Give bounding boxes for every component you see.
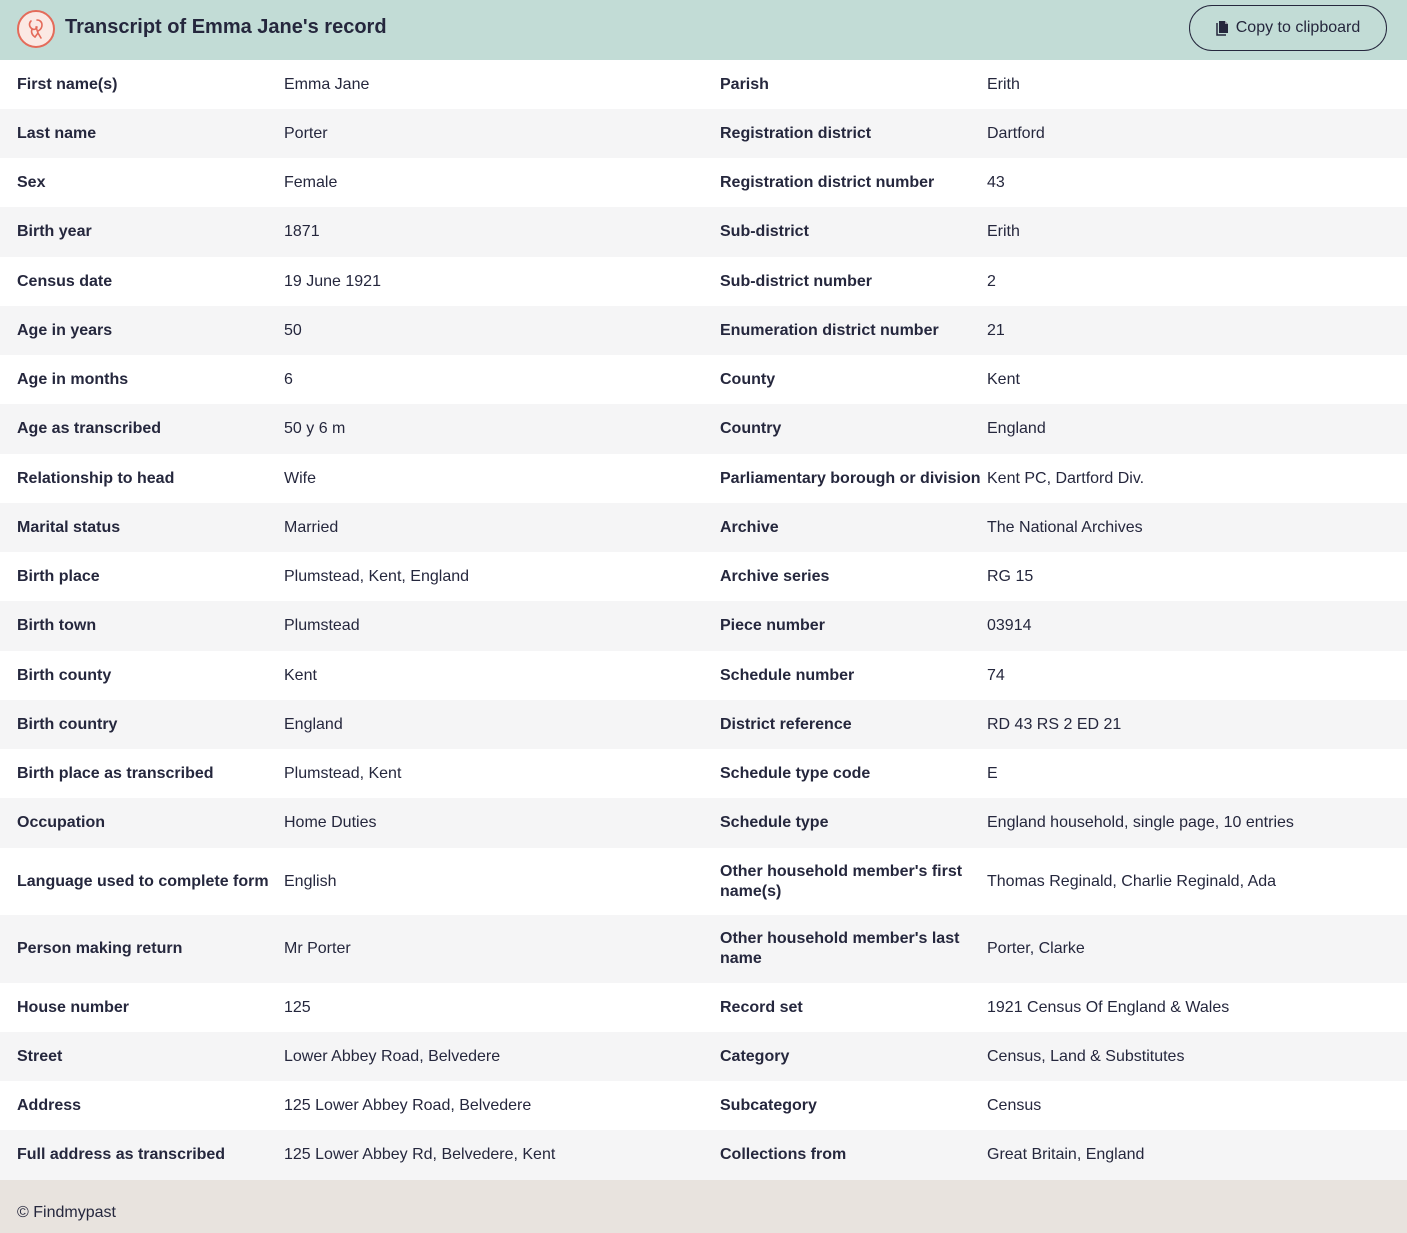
field-value: Porter, Clarke bbox=[987, 940, 1085, 957]
table-row bbox=[0, 454, 1407, 503]
field-label: Subcategory bbox=[720, 1096, 817, 1114]
field-label: Sub-district bbox=[720, 223, 809, 240]
field-label: Birth county bbox=[17, 666, 112, 684]
field-label: Full address as transcribed bbox=[17, 1146, 226, 1163]
field-label: Birth town bbox=[17, 617, 97, 634]
footer bbox=[0, 1180, 1407, 1233]
table-row bbox=[0, 109, 1407, 158]
field-value: 1921 Census Of England & Wales bbox=[987, 998, 1230, 1016]
field-label: Marital status bbox=[17, 518, 121, 536]
field-label: Birth year bbox=[17, 223, 92, 240]
field-label: Birth place as transcribed bbox=[17, 764, 214, 782]
field-label: Record set bbox=[720, 998, 803, 1016]
field-label: Age as transcribed bbox=[17, 420, 162, 437]
field-value: Kent PC, Dartford Div. bbox=[987, 469, 1145, 487]
field-label: Registration district number bbox=[720, 173, 935, 191]
field-label: Sub-district number bbox=[720, 272, 873, 290]
field-value: Plumstead, Kent bbox=[284, 764, 402, 782]
field-value: Porter bbox=[284, 124, 328, 142]
field-value: Kent bbox=[284, 666, 317, 684]
field-value: Erith bbox=[987, 223, 1020, 240]
findmypast-logo-icon bbox=[17, 10, 55, 48]
field-label: Parliamentary borough or division bbox=[720, 469, 981, 487]
field-value: English bbox=[284, 872, 337, 890]
field-label: Sex bbox=[17, 173, 46, 191]
field-value: Erith bbox=[987, 75, 1020, 93]
field-value: Thomas Reginald, Charlie Reginald, Ada bbox=[987, 872, 1277, 890]
field-label: Language used to complete form bbox=[17, 872, 269, 890]
page-title: Transcript of Emma Jane's record bbox=[65, 16, 387, 38]
field-value: England bbox=[987, 420, 1046, 437]
table-row bbox=[0, 848, 1407, 915]
field-value: RG 15 bbox=[987, 567, 1034, 585]
field-label: Schedule type code bbox=[720, 764, 871, 782]
field-value: Home Duties bbox=[284, 814, 377, 831]
field-label: Schedule number bbox=[720, 666, 855, 684]
field-label: Age in years bbox=[17, 321, 113, 339]
field-value: Plumstead, Kent, England bbox=[284, 567, 470, 585]
field-value: Emma Jane bbox=[284, 75, 370, 93]
table-row bbox=[0, 306, 1407, 355]
field-value: Lower Abbey Road, Belvedere bbox=[284, 1047, 501, 1065]
field-label: Other household member's last name bbox=[720, 930, 960, 967]
field-label: Person making return bbox=[17, 940, 183, 957]
field-value: RD 43 RS 2 ED 21 bbox=[987, 715, 1122, 733]
field-value: 125 Lower Abbey Rd, Belvedere, Kent bbox=[284, 1146, 556, 1163]
table-row bbox=[0, 700, 1407, 749]
field-value: The National Archives bbox=[987, 518, 1143, 536]
table-row bbox=[0, 601, 1407, 651]
field-value: Married bbox=[284, 518, 339, 536]
field-label: Enumeration district number bbox=[720, 321, 939, 339]
table-row bbox=[0, 404, 1407, 454]
field-value: 1871 bbox=[284, 223, 320, 240]
field-label: Parish bbox=[720, 75, 769, 93]
copy-button-label: Copy to clipboard bbox=[1235, 19, 1361, 36]
field-value: Great Britain, England bbox=[987, 1146, 1145, 1163]
field-value: 19 June 1921 bbox=[284, 272, 381, 290]
document-icon bbox=[1216, 20, 1229, 36]
field-value: Female bbox=[284, 173, 338, 191]
field-value: 2 bbox=[987, 272, 996, 290]
field-value: 50 bbox=[284, 321, 302, 339]
field-label: Archive series bbox=[720, 567, 830, 585]
field-value: 125 Lower Abbey Road, Belvedere bbox=[284, 1096, 532, 1114]
table-row bbox=[0, 158, 1407, 207]
field-value: Mr Porter bbox=[284, 940, 351, 957]
field-label: Address bbox=[17, 1096, 82, 1114]
table-row bbox=[0, 749, 1407, 798]
field-label: House number bbox=[17, 998, 130, 1016]
field-value: 6 bbox=[284, 370, 293, 388]
table-row bbox=[0, 651, 1407, 700]
field-label: Birth country bbox=[17, 715, 118, 733]
field-label: Street bbox=[17, 1047, 63, 1065]
copy-to-clipboard-button[interactable] bbox=[1189, 5, 1387, 51]
table-row bbox=[0, 1032, 1407, 1081]
field-label: Occupation bbox=[17, 814, 106, 831]
table-row bbox=[0, 552, 1407, 601]
field-value: Plumstead bbox=[284, 617, 360, 634]
field-value: 21 bbox=[987, 321, 1005, 339]
field-value: 50 y 6 m bbox=[284, 420, 346, 437]
field-label: Other household member's first name(s) bbox=[720, 862, 963, 900]
field-value: Dartford bbox=[987, 124, 1045, 142]
table-row bbox=[0, 257, 1407, 306]
field-label: Registration district bbox=[720, 124, 872, 142]
field-label: Age in months bbox=[17, 370, 129, 388]
record-table bbox=[0, 60, 1407, 1180]
field-label: District reference bbox=[720, 715, 852, 733]
table-row bbox=[0, 1081, 1407, 1130]
field-label: Census date bbox=[17, 272, 113, 290]
field-value: 74 bbox=[987, 666, 1005, 684]
table-row bbox=[0, 983, 1407, 1032]
field-value: 03914 bbox=[987, 617, 1032, 634]
copyright-text: © Findmypast bbox=[17, 1204, 116, 1221]
table-row bbox=[0, 207, 1407, 257]
field-value: 43 bbox=[987, 173, 1005, 191]
field-value: Wife bbox=[284, 469, 316, 487]
field-label: First name(s) bbox=[17, 75, 118, 93]
record-header bbox=[0, 0, 1407, 60]
field-label: Archive bbox=[720, 518, 779, 536]
field-label: Last name bbox=[17, 124, 97, 142]
field-value: Census, Land & Substitutes bbox=[987, 1047, 1185, 1065]
field-value: 125 bbox=[284, 998, 311, 1016]
field-label: Country bbox=[720, 420, 782, 437]
table-row bbox=[0, 798, 1407, 848]
field-label: Schedule type bbox=[720, 814, 829, 831]
field-value: E bbox=[987, 764, 998, 782]
field-label: Birth place bbox=[17, 567, 100, 585]
field-value: Kent bbox=[987, 370, 1020, 388]
table-row bbox=[0, 915, 1407, 983]
field-label: Piece number bbox=[720, 617, 825, 634]
field-label: Relationship to head bbox=[17, 469, 175, 487]
field-label: Category bbox=[720, 1047, 790, 1065]
field-value: England bbox=[284, 715, 343, 733]
table-row bbox=[0, 503, 1407, 552]
field-value: Census bbox=[987, 1096, 1042, 1114]
table-row bbox=[0, 60, 1407, 109]
table-row bbox=[0, 355, 1407, 404]
field-label: Collections from bbox=[720, 1146, 847, 1163]
table-row bbox=[0, 1130, 1407, 1180]
field-label: County bbox=[720, 370, 776, 388]
field-value: England household, single page, 10 entries bbox=[987, 814, 1294, 831]
